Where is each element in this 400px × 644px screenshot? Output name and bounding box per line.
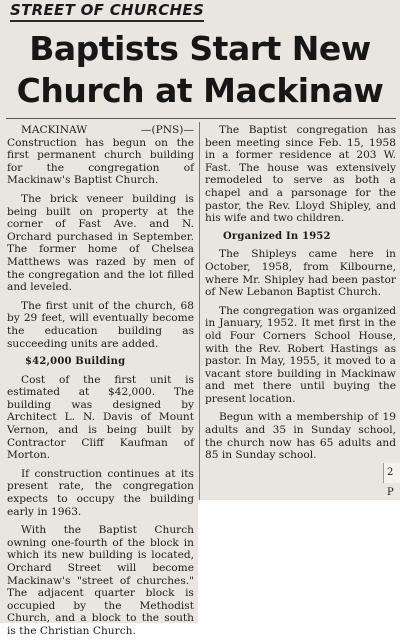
- paragraph: The congregation was organized in January, 1952. It met first in the old Four Corners School House, with the Rev. Robert Hastings as pastor. In May, 1955, it moved to a vacant store building in Mackinaw and met there until buying the present location.: [205, 304, 396, 405]
- blank-area: [198, 500, 400, 623]
- headline-line-1: Baptists Start New: [29, 29, 371, 68]
- paragraph: MACKINAW —(PNS)— Construction has begun on the first permanent church building for the congregation of Mackinaw's Baptist Church.: [7, 124, 194, 187]
- subheading: $42,000 Building: [25, 356, 126, 368]
- right-column: [205, 124, 396, 468]
- headline-rule: [6, 118, 396, 119]
- paragraph: If construction continues at its present rate, the congregation expects to occupy the building early in 1963.: [7, 467, 194, 518]
- left-column: [7, 124, 194, 644]
- paragraph: With the Baptist Church owning one-fourth of the block in which its new building is located, Orchard Street will become Mackinaw's "street of churches." The adjacent quarter block is occupied by the Methodist Church, and a block to the south is the Christian Church.: [7, 524, 194, 637]
- paragraph: The brick veneer building is being built on property at the corner of Fast Ave. and N. Orchard purchased in September. The former home of Chelsea Matthews was razed by men of the congregation and the lot filled and leveled.: [7, 192, 194, 294]
- kicker-heading: STREET OF CHURCHES: [10, 1, 204, 22]
- headline-line-2: Church at Mackinaw: [16, 71, 384, 110]
- headline: [0, 28, 400, 112]
- paragraph: The Shipleys came here in October, 1958, from Kilbourne, where Mr. Shipley had been pastor of New Lebanon Baptist Church.: [205, 248, 396, 299]
- subheading: Organized In 1952: [223, 230, 331, 242]
- paragraph: Cost of the first unit is estimated at $42,000. The building was designed by Architect L. N. Davis of Mount Vernon, and is being built by Contractor Cliff Kaufman of Morton.: [7, 373, 194, 462]
- paragraph: Begun with a membership of 19 adults and 35 in Sunday school, the church now has 65 adults and 85 in Sunday school.: [205, 411, 396, 462]
- paragraph: The first unit of the church, 68 by 29 feet, will eventually become the education building as succeeding units are added.: [7, 299, 194, 350]
- paragraph: The Baptist congregation has been meeting since Feb. 15, 1958 in a former residence at 203 W. Fast. The house was extensively remodeled to serve as both a chapel and a parsonage for the pastor, the Rev. Lloyd Shipley, and his wife and two children.: [205, 124, 396, 225]
- adjacent-clipping-fragment: 2 P: [383, 463, 400, 483]
